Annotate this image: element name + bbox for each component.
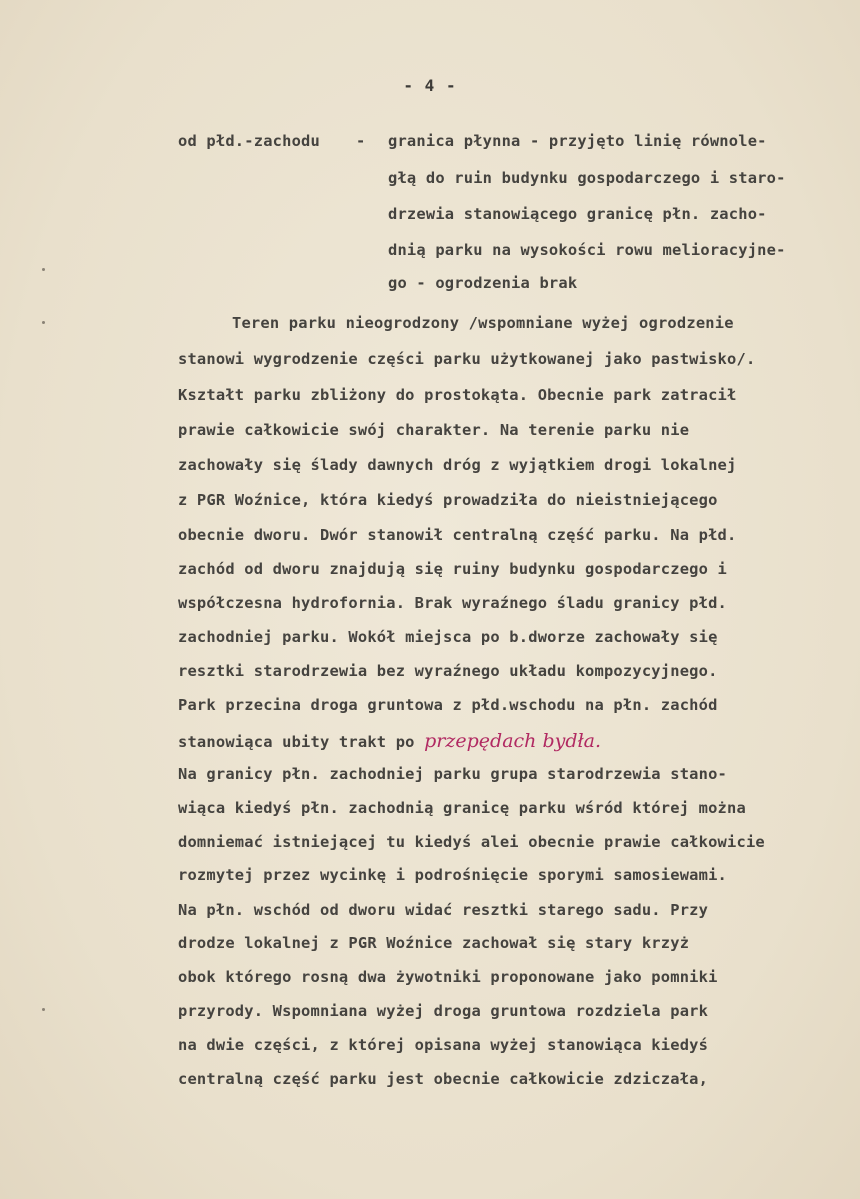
body-line: zachodniej parku. Wokół miejsca po b.dworze zachowały się bbox=[178, 628, 718, 646]
body-line: prawie całkowicie swój charakter. Na terenie parku nie bbox=[178, 421, 690, 439]
body-line: Na granicy płn. zachodniej parku grupa starodrzewia stano- bbox=[178, 765, 728, 783]
body-line: stanowi wygrodzenie części parku użytkowanej jako pastwisko/. bbox=[178, 350, 756, 368]
boundary-line: głą do ruin budynku gospodarczego i staro- bbox=[388, 169, 786, 187]
body-line: przyrody. Wspomniana wyżej droga gruntowa rozdziela park bbox=[178, 1002, 709, 1020]
body-line: wiąca kiedyś płn. zachodnią granicę parku wśród której można bbox=[178, 799, 746, 817]
body-line: domniemać istniejącej tu kiedyś alei obecnie prawie całkowicie bbox=[178, 833, 765, 851]
body-line: Kształt parku zbliżony do prostokąta. Obecnie park zatracił bbox=[178, 386, 737, 404]
body-line-with-insert bbox=[178, 730, 601, 752]
paper-speck bbox=[42, 321, 45, 324]
body-line: Na płn. wschód od dworu widać resztki starego sadu. Przy bbox=[178, 901, 709, 919]
body-line: obok którego rosną dwa żywotniki proponowane jako pomniki bbox=[178, 968, 718, 986]
boundary-label: od płd.-zachodu bbox=[178, 132, 320, 150]
body-line: zachowały się ślady dawnych dróg z wyjątkiem drogi lokalnej bbox=[178, 456, 737, 474]
body-line: obecnie dworu. Dwór stanowił centralną część parku. Na płd. bbox=[178, 526, 737, 544]
body-line: zachód od dworu znajdują się ruiny budynku gospodarczego i bbox=[178, 560, 728, 578]
boundary-line: granica płynna - przyjęto linię równole- bbox=[388, 132, 767, 150]
boundary-dash: - bbox=[356, 132, 366, 150]
body-line: z PGR Woźnice, która kiedyś prowadziła do nieistniejącego bbox=[178, 491, 718, 509]
body-line: resztki starodrzewia bez wyraźnego układu kompozycyjnego. bbox=[178, 662, 718, 680]
paper-speck bbox=[42, 268, 45, 271]
body-line: centralną część parku jest obecnie całkowicie zdziczała, bbox=[178, 1070, 709, 1088]
body-line: Teren parku nieogrodzony /wspomniane wyżej ogrodzenie bbox=[232, 314, 734, 332]
boundary-line: go - ogrodzenia brak bbox=[388, 274, 578, 292]
body-line: na dwie części, z której opisana wyżej stanowiąca kiedyś bbox=[178, 1036, 709, 1054]
boundary-line: dnią parku na wysokości rowu melioracyjne- bbox=[388, 241, 786, 259]
body-line: współczesna hydrofornia. Brak wyraźnego śladu granicy płd. bbox=[178, 594, 728, 612]
body-line-text: stanowiąca ubity trakt po bbox=[178, 733, 415, 751]
paper-speck bbox=[42, 1008, 45, 1011]
handwritten-insert: przepędach bydła. bbox=[424, 730, 602, 752]
page-number: - 4 - bbox=[403, 76, 457, 95]
body-line: rozmytej przez wycinkę i podrośnięcie sporymi samosiewami. bbox=[178, 866, 728, 884]
body-line: Park przecina droga gruntowa z płd.wschodu na płn. zachód bbox=[178, 696, 718, 714]
boundary-line: drzewia stanowiącego granicę płn. zacho- bbox=[388, 205, 767, 223]
body-line: drodze lokalnej z PGR Woźnice zachował się stary krzyż bbox=[178, 934, 690, 952]
